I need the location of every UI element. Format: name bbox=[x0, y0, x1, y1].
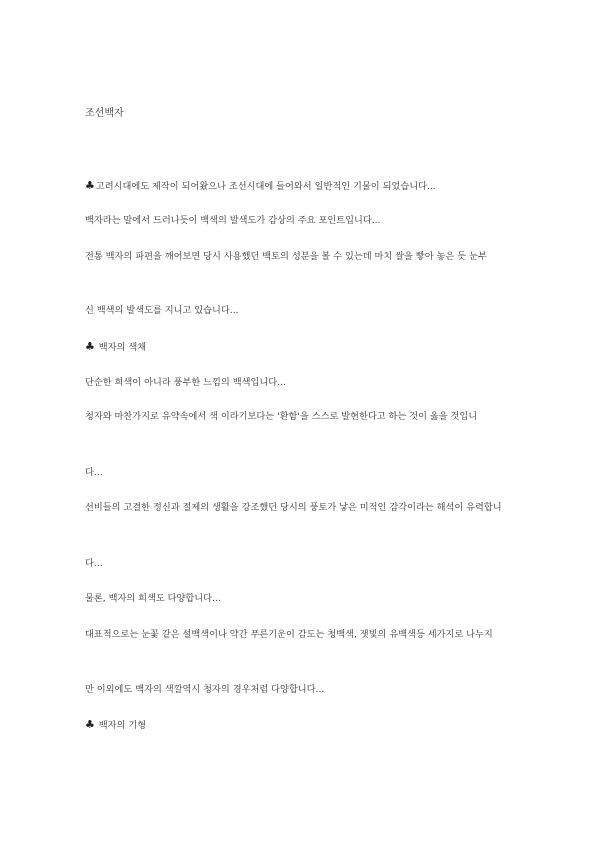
paragraph-text: 백자라는 말에서 드러나듯이 백색의 발색도가 감상의 주요 포인트입니다... bbox=[85, 215, 381, 226]
paragraph-text: 만 이외에도 백자의 색깔역시 청자의 경우처럼 다양합니다... bbox=[85, 684, 325, 695]
paragraph bbox=[85, 626, 510, 644]
paragraph bbox=[85, 302, 510, 320]
section-heading bbox=[85, 716, 510, 735]
section-heading-text: 백자의 기형 bbox=[95, 720, 147, 731]
paragraph bbox=[85, 555, 510, 573]
paragraph bbox=[85, 374, 510, 392]
paragraph-text: 단순한 희색이 아니라 풍부한 느낌의 백색입니다... bbox=[85, 377, 286, 388]
section-heading bbox=[85, 338, 510, 357]
paragraph bbox=[85, 248, 510, 266]
paragraph bbox=[85, 499, 510, 517]
paragraph-text: 전통 백자의 파편을 깨어보면 당시 사용했던 백토의 성분을 볼 수 있는데 마치 쌀을 빻아 놓은 듯 눈부 bbox=[85, 251, 487, 262]
paragraph-text: 다... bbox=[85, 467, 103, 478]
page-title: 조선백자 bbox=[85, 108, 124, 119]
paragraph-text: 다... bbox=[85, 558, 103, 569]
paragraph-text: 신 백색의 발색도를 지니고 있습니다... bbox=[85, 305, 239, 316]
paragraph-text: 물론, 백자의 희색도 다양합니다... bbox=[85, 593, 221, 604]
paragraph bbox=[85, 590, 510, 608]
club-bullet-icon: ♣ bbox=[85, 179, 95, 192]
paragraph-text: 선비들의 고결한 정신과 절제의 생활을 강조했던 당시의 풍토가 낳은 미적인 감각이라는 해석이 유력합니 bbox=[85, 502, 502, 513]
paragraph bbox=[85, 464, 510, 482]
paragraph-text: 청자와 마찬가지로 유약속에서 색 이라기보다는 '환함'을 스스로 발현한다고 하는 것이 옳을 것입니 bbox=[85, 411, 478, 422]
section-heading-text: 백자의 색채 bbox=[95, 342, 147, 353]
paragraph-text: 고려시대에도 제작이 되어왔으나 조선시대에 들어와서 일반적인 기물이 되었습니다... bbox=[95, 181, 436, 192]
paragraph-text: 대표적으로는 눈꽃 같은 설백색이나 약간 푸른기운이 감도는 청백색, 잿빛의 유백색등 세가지로 나누지 bbox=[85, 629, 493, 640]
paragraph bbox=[85, 177, 510, 196]
club-bullet-icon: ♣ bbox=[85, 718, 95, 731]
paragraph bbox=[85, 212, 510, 230]
paragraph bbox=[85, 681, 510, 699]
club-bullet-icon: ♣ bbox=[85, 340, 95, 353]
paragraph bbox=[85, 408, 510, 426]
